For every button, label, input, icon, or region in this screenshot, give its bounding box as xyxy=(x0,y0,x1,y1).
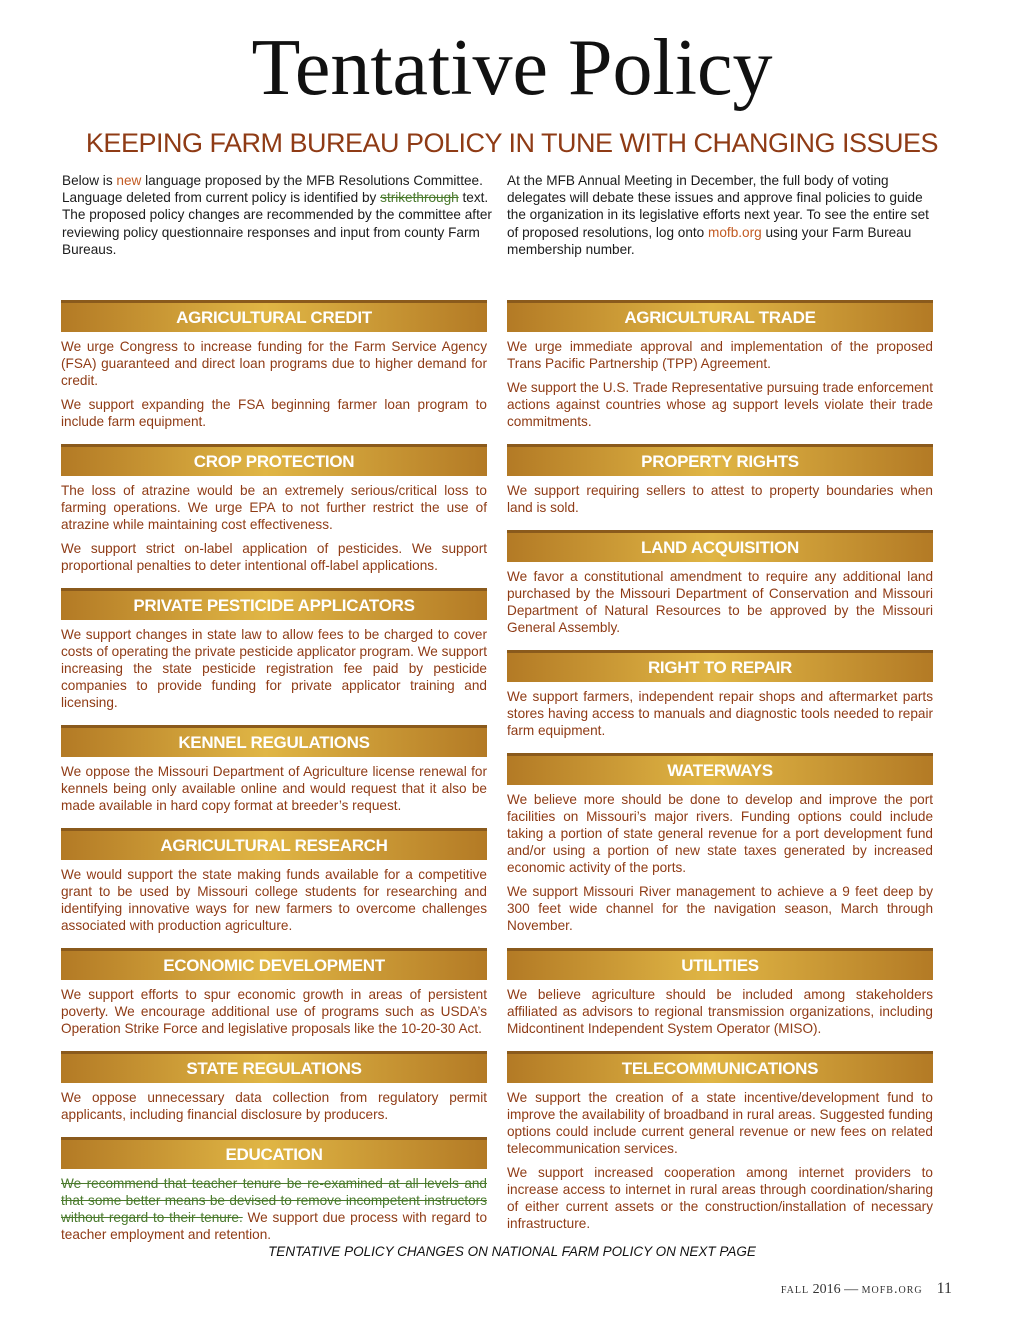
section-paragraph: We would support the state making funds available for a competitive grant to be used by Missouri college students for researching and identifying innovative ways for new farmers to overcome challenges associated with production agriculture. xyxy=(61,867,487,933)
section-paragraph: We oppose unnecessary data collection from regulatory permit applicants, including financial disclosure by producers. xyxy=(61,1090,487,1122)
section-paragraph: We support strict on-label application of pesticides. We support proportional penalties to deter intentional off-label applications. xyxy=(61,541,487,573)
policy-section-education xyxy=(61,1137,487,1243)
policy-section-utilities xyxy=(507,948,933,1037)
policy-section-crop-protection xyxy=(61,444,487,574)
section-header: RIGHT TO REPAIR xyxy=(507,650,933,682)
section-paragraph: We favor a constitutional amendment to require any additional land purchased by the Missouri Department of Conservation and Missouri Department of Natural Resources to be approved by the Missouri General Assembly. xyxy=(507,569,933,635)
policy-section-property-rights xyxy=(507,444,933,516)
policy-section-state-regulations xyxy=(61,1051,487,1123)
section-paragraph: We support farmers, independent repair shops and aftermarket parts stores having access to manuals and diagnostic tools needed to repair farm equipment. xyxy=(507,689,933,738)
policy-section-private-pesticide-applicators xyxy=(61,588,487,711)
section-header: LAND ACQUISITION xyxy=(507,530,933,562)
strikethrough-example: strikethrough xyxy=(380,190,459,206)
section-header: PRIVATE PESTICIDE APPLICATORS xyxy=(61,588,487,620)
section-header: AGRICULTURAL TRADE xyxy=(507,300,933,332)
section-header: STATE REGULATIONS xyxy=(61,1051,487,1083)
section-header: AGRICULTURAL RESEARCH xyxy=(61,828,487,860)
section-header: PROPERTY RIGHTS xyxy=(507,444,933,476)
page-title: Tentative Policy xyxy=(251,24,773,112)
mofb-link[interactable]: mofb.org xyxy=(708,224,762,240)
section-paragraph: We support Missouri River management to achieve a 9 feet deep by 300 feet wide channel for the navigation season, March through November. xyxy=(507,884,933,933)
page-number: 11 xyxy=(936,1280,952,1297)
section-paragraph: We support increased cooperation among internet providers to increase access to internet in rural areas through coordination/sharing of either current assets or the construction/installation of necessary infrastructure. xyxy=(507,1165,933,1231)
section-paragraph: We believe more should be done to develop and improve the port facilities on Missouri’s major rivers. Funding options could include taking a portion of state general revenue for a port development fund and/or using a portion of new state taxes generated by increased economic activity of the ports. xyxy=(507,792,933,875)
policy-section-telecommunications xyxy=(507,1051,933,1232)
section-paragraph xyxy=(61,1175,487,1243)
section-paragraph: We support changes in state law to allow fees to be charged to cover costs of operating the private pesticide applicator program. We support increasing the state pesticide registration fee paid by pesticide companies to provide funding for private applicator training and licensing. xyxy=(61,627,487,710)
left-column xyxy=(61,300,487,1257)
section-paragraph: We oppose the Missouri Department of Agriculture license renewal for kennels being only available online and would request that it also be made available in hard copy format at breeder’s request. xyxy=(61,764,487,813)
policy-section-economic-development xyxy=(61,948,487,1037)
next-page-note: TENTATIVE POLICY CHANGES ON NATIONAL FARM POLICY ON NEXT PAGE xyxy=(268,1244,756,1259)
section-paragraph: We support efforts to spur economic growth in areas of persistent poverty. We encourage additional use of programs such as USDA’s Operation Strike Force and legislative proposals like the 10-20-30 Act. xyxy=(61,987,487,1036)
section-header: CROP PROTECTION xyxy=(61,444,487,476)
new-text: We support due process with regard to teacher employment and retention. xyxy=(61,1210,488,1242)
section-paragraph: We believe agriculture should be included among stakeholders affiliated as advisors to regional transmission organizations, including Midcontinent Independent System Operator (MISO). xyxy=(507,987,933,1036)
policy-section-agricultural-credit xyxy=(61,300,487,430)
section-paragraph: We urge Congress to increase funding for the Farm Service Agency (FSA) guaranteed and direct loan programs due to higher demand for credit. xyxy=(61,339,487,388)
intro-left: Below is new language proposed by the MFB Resolutions Committee. Language deleted from current policy is identified by strikethrough text. The proposed policy changes are recommended by the committee after reviewing policy questionnaire responses and input from county Farm Bureaus. xyxy=(62,173,492,257)
section-header: UTILITIES xyxy=(507,948,933,980)
section-header: EDUCATION xyxy=(61,1137,487,1169)
section-paragraph: We support the U.S. Trade Representative pursuing trade enforcement actions against countries whose ag support levels violate their trade commitments. xyxy=(507,380,933,429)
section-header: WATERWAYS xyxy=(507,753,933,785)
right-column xyxy=(507,300,933,1246)
page-footer: fall 2016 — mofb.org 11 xyxy=(780,1280,952,1297)
deleted-text: We recommend that teacher tenure be re-examined at all levels and that some better means be devised to remove incompetent instructors without regard to their tenure. xyxy=(61,1176,487,1225)
section-paragraph: We support expanding the FSA beginning farmer loan program to include farm equipment. xyxy=(61,397,487,429)
policy-section-agricultural-research xyxy=(61,828,487,934)
section-header: AGRICULTURAL CREDIT xyxy=(61,300,487,332)
new-word-example: new xyxy=(116,173,142,188)
policy-section-waterways xyxy=(507,753,933,934)
section-paragraph: We support the creation of a state incentive/development fund to improve the availability of broadband in rural areas. Suggested funding options could include current general revenue or new fees on related telecommunication services. xyxy=(507,1090,933,1156)
section-header: ECONOMIC DEVELOPMENT xyxy=(61,948,487,980)
section-paragraph: The loss of atrazine would be an extremely serious/critical loss to farming operations. We urge EPA to not further restrict the use of atrazine while maintaining cost effectiveness. xyxy=(61,483,487,532)
page-subtitle: KEEPING FARM BUREAU POLICY IN TUNE WITH CHANGING ISSUES xyxy=(85,128,939,158)
section-paragraph: We urge immediate approval and implementation of the proposed Trans Pacific Partnership (TPP) Agreement. xyxy=(507,339,933,371)
policy-section-right-to-repair xyxy=(507,650,933,739)
policy-section-land-acquisition xyxy=(507,530,933,636)
section-header: TELECOMMUNICATIONS xyxy=(507,1051,933,1083)
intro-right: At the MFB Annual Meeting in December, the full body of voting delegates will debate these issues and approve final policies to guide the organization in its legislative efforts next year. To see the entire set of proposed resolutions, log onto mofb.org using your Farm Bureau membership number. xyxy=(507,173,929,257)
policy-section-agricultural-trade xyxy=(507,300,933,430)
section-paragraph: We support requiring sellers to attest to property boundaries when land is sold. xyxy=(507,483,933,515)
policy-section-kennel-regulations xyxy=(61,725,487,814)
section-header: KENNEL REGULATIONS xyxy=(61,725,487,757)
